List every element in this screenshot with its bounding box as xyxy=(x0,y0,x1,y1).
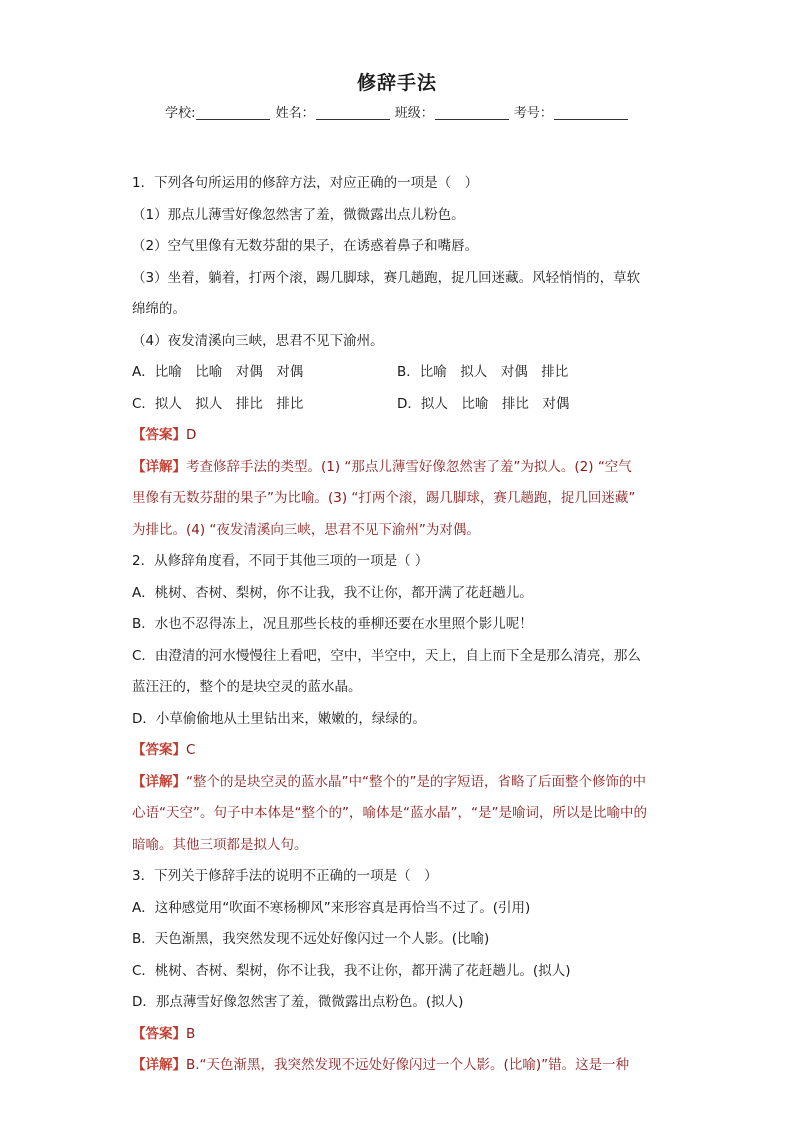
id-blank xyxy=(554,105,628,120)
q1-sentence-1: （1）那点儿薄雪好像忽然害了羞，微微露出点儿粉色。 xyxy=(132,206,465,223)
q1-sentence-3a: （3）坐着，躺着，打两个滚，踢几脚球，赛几趟跑，捉几回迷藏。风轻悄悄的，草软 xyxy=(132,269,641,286)
q1-detail-2: 里像有无数芬甜的果子”为比喻。(3) “打两个滚，踢几脚球，赛几趟跑，捉几回迷藏” xyxy=(132,490,636,506)
q3-answer xyxy=(132,1019,662,1051)
q3-option-b: B．天色渐黑，我突然发现不远处好像闪过一个人影。(比喻) xyxy=(132,931,490,947)
answer-tag: 【答案】 xyxy=(132,427,186,443)
q2-option-c-2: 蓝汪汪的，整个的是块空灵的蓝水晶。 xyxy=(132,679,362,695)
q1-detail-1 xyxy=(132,452,662,484)
school-label: 学校: xyxy=(165,106,196,121)
q2-detail-text-1: “整个的是块空灵的蓝水晶”中“整个的”是的字短语，省略了后面整个修饰的中 xyxy=(186,773,646,790)
q3-answer-value: B xyxy=(186,1025,196,1042)
page-title: 修辞手法 xyxy=(356,72,437,94)
q3-detail-1 xyxy=(132,1050,662,1082)
answer-tag: 【答案】 xyxy=(132,1025,186,1042)
q1-answer-value: D xyxy=(186,427,197,443)
q1-options-row-2 xyxy=(132,389,662,421)
questions-body xyxy=(132,168,662,1082)
q2-option-a: A．桃树、杏树、梨树，你不让我，我不让你，都开满了花赶趟儿。 xyxy=(132,584,533,601)
q1-option-c: C．拟人 拟人 排比 排比 xyxy=(132,395,304,412)
class-blank xyxy=(435,105,509,120)
q1-sentence-4: （4）夜发清溪向三峡，思君不见下渝州。 xyxy=(132,332,384,349)
q2-answer-value: C xyxy=(186,742,196,758)
q1-detail-text-1: 考查修辞手法的类型。(1) “那点儿薄雪好像忽然害了羞”为拟人。(2) “空气 xyxy=(186,458,632,475)
q1-stem: 1．下列各句所运用的修辞方法，对应正确的一项是（ ） xyxy=(132,175,479,191)
q2-detail-2: 心语“天空”。句子中本体是“整个的”，喻体是“蓝水晶”，“是”是喻词，所以是比喻中的 xyxy=(132,805,647,821)
q1-detail-3: 为排比。(4) “夜发清溪向三峡，思君不见下渝州”为对偶。 xyxy=(132,521,480,538)
detail-tag: 【详解】 xyxy=(132,458,186,475)
q3-stem: 3．下列关于修辞手法的说明不正确的一项是（ ） xyxy=(132,868,438,884)
q3-option-d: D．那点薄雪好像忽然害了羞，微微露出点粉色。(拟人) xyxy=(132,994,464,1010)
q2-option-c-1: C．由澄清的河水慢慢往上看吧，空中，半空中，天上，自上而下全是那么清亮，那么 xyxy=(132,647,641,664)
q2-option-b: B．水也不忍得冻上，况且那些长枝的垂柳还要在水里照个影儿呢！ xyxy=(132,616,533,632)
q1-sentence-3b: 绵绵的。 xyxy=(132,301,186,317)
q2-detail-3: 暗喻。其他三项都是拟人句。 xyxy=(132,836,308,853)
id-label: 考号： xyxy=(513,106,553,121)
student-info-line xyxy=(0,102,794,121)
q1-answer xyxy=(132,420,662,452)
q1-option-a: A．比喻 比喻 对偶 对偶 xyxy=(132,364,304,380)
q1-sentence-2: （2）空气里像有无数芬甜的果子，在诱惑着鼻子和嘴唇。 xyxy=(132,238,479,254)
detail-tag: 【详解】 xyxy=(132,773,186,790)
q2-answer xyxy=(132,735,662,767)
q1-options-row-1 xyxy=(132,357,662,389)
q1-option-d: D．拟人 比喻 排比 对偶 xyxy=(397,395,570,412)
q3-option-a: A．这种感觉用“吹面不寒杨柳风”来形容真是再恰当不过了。(引用) xyxy=(132,899,531,916)
name-blank xyxy=(316,105,390,120)
q2-stem: 2．从修辞角度看，不同于其他三项的一项是（ ） xyxy=(132,553,429,569)
name-label: 姓名： xyxy=(275,106,315,121)
answer-tag: 【答案】 xyxy=(132,742,186,758)
school-blank xyxy=(196,105,270,120)
detail-tag: 【详解】 xyxy=(132,1057,186,1073)
class-label: 班级： xyxy=(394,106,434,121)
q3-detail-text-1: B.“天色渐黑，我突然发现不远处好像闪过一个人影。(比喻)”错。这是一种 xyxy=(186,1057,630,1073)
q3-option-c: C．桃树、杏树、梨树，你不让我，我不让你，都开满了花赶趟儿。(拟人) xyxy=(132,962,571,979)
q2-detail-1 xyxy=(132,767,662,799)
q2-option-d: D．小草偷偷地从土里钻出来，嫩嫩的，绿绿的。 xyxy=(132,710,426,727)
q1-option-b: B．比喻 拟人 对偶 排比 xyxy=(397,364,569,380)
